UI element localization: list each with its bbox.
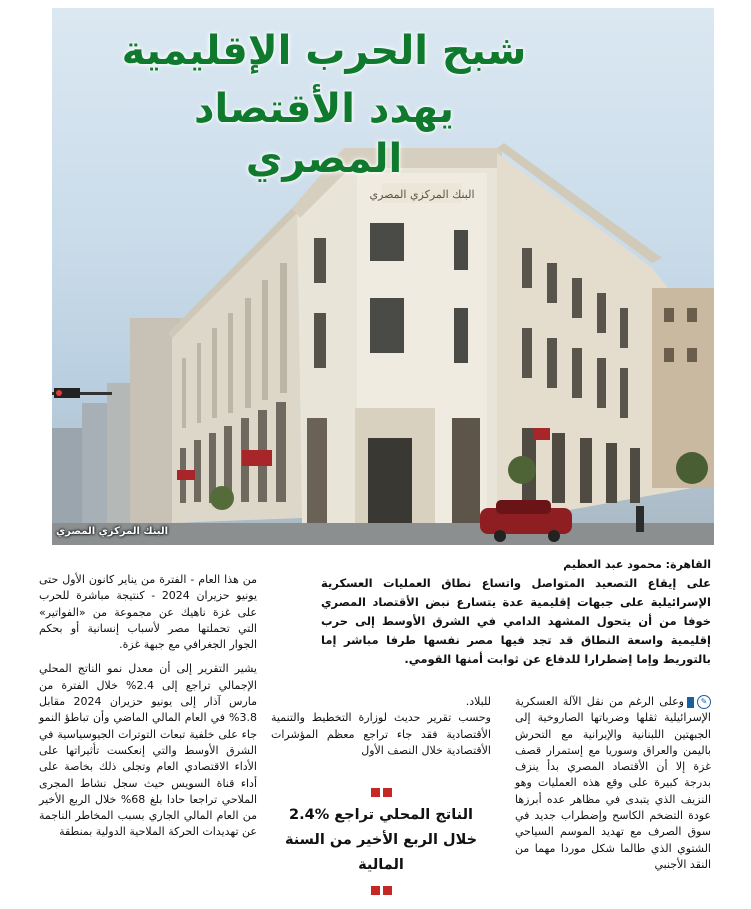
column-left-paragraph-1: من هذا العام - الفترة من يناير كانون الأول حتى يونيو حزيران 2024 - كنتيجة مباشرة للحرب على غزة ناهيك عن مجموعة من «الفواتير» التي تحملتها مصر لأسباب إنسانية أو بحكم الجوار الجغرافي مع جبهة غزة. bbox=[39, 573, 258, 652]
hero-photo bbox=[52, 8, 714, 545]
pull-quote-top-marks bbox=[271, 788, 491, 797]
pull-quote-text bbox=[271, 797, 491, 886]
marker-bar-icon bbox=[687, 697, 694, 708]
lead-paragraph: على إيقاع التصعيد المتواصل واتساع نطاق العمليات العسكرية الإسرائيلية على جبهات إقليمية عدة يتسارع نبض الأقتصاد المصري خوفا من أن يتحول المشهد الدامي في الشرق الأوسط إلى حرب إقليمية واسعة النطاق قد تجد فيها مصر نفسها طرفا مباشر إما بالتوريط وإما إضطرارا للدفاع عن ثوابت أمنها القومي. bbox=[321, 576, 711, 666]
column-left-paragraph-2: يشير التقرير إلى أن معدل نمو الناتج المحلي الإجمالي تراجع إلى 2.4% خلال الفترة من مارس آذار إلى يونيو حزيران 2024 مقابل 3.8% في العام المالي الماضي وأن تباطؤ النمو جاء على خلفية تبعات التوترات الجيوسياسية في الشرق الأوسط والتي إنعكست تأثيراتها على الأداء الاقتصادي العام وتجلى ذلك بخاصة على أداء قناة السويس حيث سجل نشاط المجرى الملاحي تراجعا حادا بلغ 68% خلال الربع الأخير من العام المالي الجاري بسبب المخاطر الناجمة عن تهديدات الحركة الملاحية الدولية بمنطقة bbox=[39, 662, 257, 839]
headline-line-2: يهدد الأقتصاد المصري bbox=[194, 86, 454, 182]
headline-line-1: شبح الحرب الإقليمية bbox=[121, 28, 527, 74]
pull-quote bbox=[271, 788, 491, 895]
pull-quote-line-1: الناتج المحلي تراجع %2.4 bbox=[289, 807, 473, 823]
column-left bbox=[39, 572, 257, 841]
byline: القاهرة: محمود عبد العظيم bbox=[563, 558, 711, 571]
author-icon: ✎ bbox=[697, 695, 711, 709]
column-right-text: وعلى الرغم من نقل الآلة العسكرية الإسرائيلية ثقلها وضرباتها الصاروخية إلى الجبهتين اللبنانية والإيرانية مع التحرش باليمن والعراق وسوريا مع إستمرار قصف غزة إلا أن الأقتصاد المصري بدأ ينزف بدرجة كبيرة على وقع هذه العمليات وهو النزيف الذي يتبدى في مظاهر عده أبرزها عودة التضخم الكاسح وإضطراب جديد في سوق الصرف مع تهديد الموسم السياحي الشتوي الذي طالما شكل موردا مهما من النقد الأجنبي bbox=[515, 695, 711, 871]
building-sign: البنك المركزي المصري bbox=[369, 188, 475, 201]
pull-quote-bottom-marks bbox=[271, 886, 491, 895]
pull-quote-line-2: خلال الربع الأخير من السنة المالية bbox=[284, 832, 478, 873]
photo-caption: البنك المركزي المصري bbox=[56, 526, 169, 537]
column-right bbox=[515, 694, 711, 873]
column-middle: للبلاد. وحسب تقرير حديث لوزارة التخطيط والتنمية الأقتصادية فقد جاء تراجع معظم المؤشرات الأقتصادية خلال النصف الأول bbox=[271, 695, 491, 757]
